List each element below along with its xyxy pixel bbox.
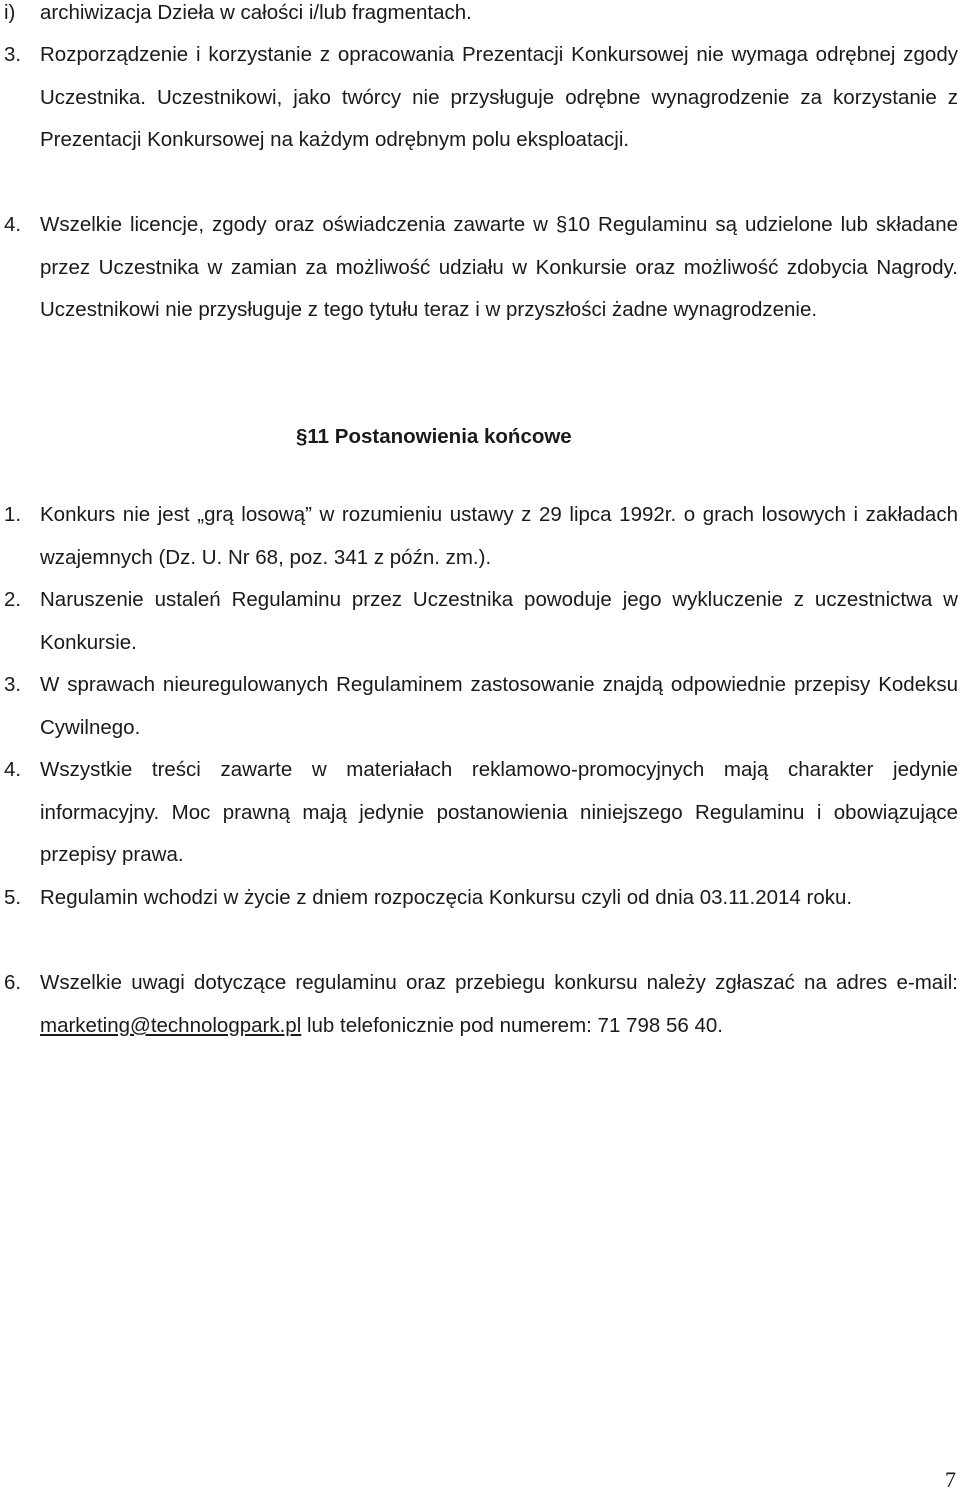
list-item-number: 2. [4,588,22,611]
list-item-11-1 [0,494,958,579]
list-item-number: i) [4,1,16,24]
list-item-10-4 [0,204,958,332]
list-item-text: Konkurs nie jest „grą losową” w rozumieniu ustawy z 29 lipca 1992r. o grach losowych i zakładach wzajemnych (Dz. U. Nr 68, poz. 341 z późn. zm.). [40,503,958,569]
list-item-10-3 [0,34,958,162]
list-item-text: Regulamin wchodzi w życie z dniem rozpoczęcia Konkursu czyli od dnia 03.11.2014 roku. [40,886,853,909]
list-item-11-2 [0,579,958,664]
list-item-text: Wszystkie treści zawarte w materiałach reklamowo-promocyjnych mają charakter jedynie informacyjny. Moc prawną mają jedynie postanowienia niniejszego Regulaminu i obowiązujące przepisy prawa. [40,758,958,867]
page-number: 7 [945,1467,956,1492]
list-item-text: archiwizacja Dzieła w całości i/lub fragmentach. [40,1,472,24]
list-item-number: 4. [4,213,22,236]
list-item-text-after: lub telefonicznie pod numerem: 71 798 56 40. [301,1013,723,1037]
list-item-text [40,962,958,1047]
list-item-number: 3. [4,673,22,696]
list-item-text-before: Wszelkie uwagi dotyczące regulaminu oraz przebiegu konkursu należy zgłaszać na adres e-mail: [40,971,958,994]
list-item-number: 5. [4,886,22,909]
list-item-text: Wszelkie licencje, zgody oraz oświadczenia zawarte w §10 Regulaminu są udzielone lub składane przez Uczestnika w zamian za możliwość udziału w Konkursie oraz możliwość zdobycia Nagrody. Uczestnikowi nie przysługuje z tego tytułu teraz i w przyszłości żadne wynagrodzenie. [40,213,958,322]
list-item-text: Naruszenie ustaleń Regulaminu przez Uczestnika powoduje jego wykluczenie z uczestnictwa w Konkursie. [40,588,958,654]
list-item-11-3 [0,664,958,749]
list-item-continuation [0,0,958,35]
list-item-11-4 [0,749,958,877]
list-item-text: W sprawach nieuregulowanych Regulaminem zastosowanie znajdą odpowiednie przepisy Kodeksu Cywilnego. [40,673,958,739]
email-link[interactable]: marketing@technologpark.pl [40,1013,302,1037]
list-item-number: 6. [4,971,22,994]
list-item-text: Rozporządzenie i korzystanie z opracowania Prezentacji Konkursowej nie wymaga odrębnej zgody Uczestnika. Uczestnikowi, jako twórcy nie przysługuje odrębne wynagrodzenie za korzystanie z Prezentacji Konkursowej na każdym odrębnym polu eksploatacji. [40,43,958,152]
list-item-number: 4. [4,758,22,781]
list-item-11-5 [0,877,958,920]
list-item-number: 1. [4,503,22,526]
section-heading: §11 Postanowienia końcowe [296,425,572,448]
list-item-11-6 [0,962,958,1047]
list-item-number: 3. [4,43,22,66]
